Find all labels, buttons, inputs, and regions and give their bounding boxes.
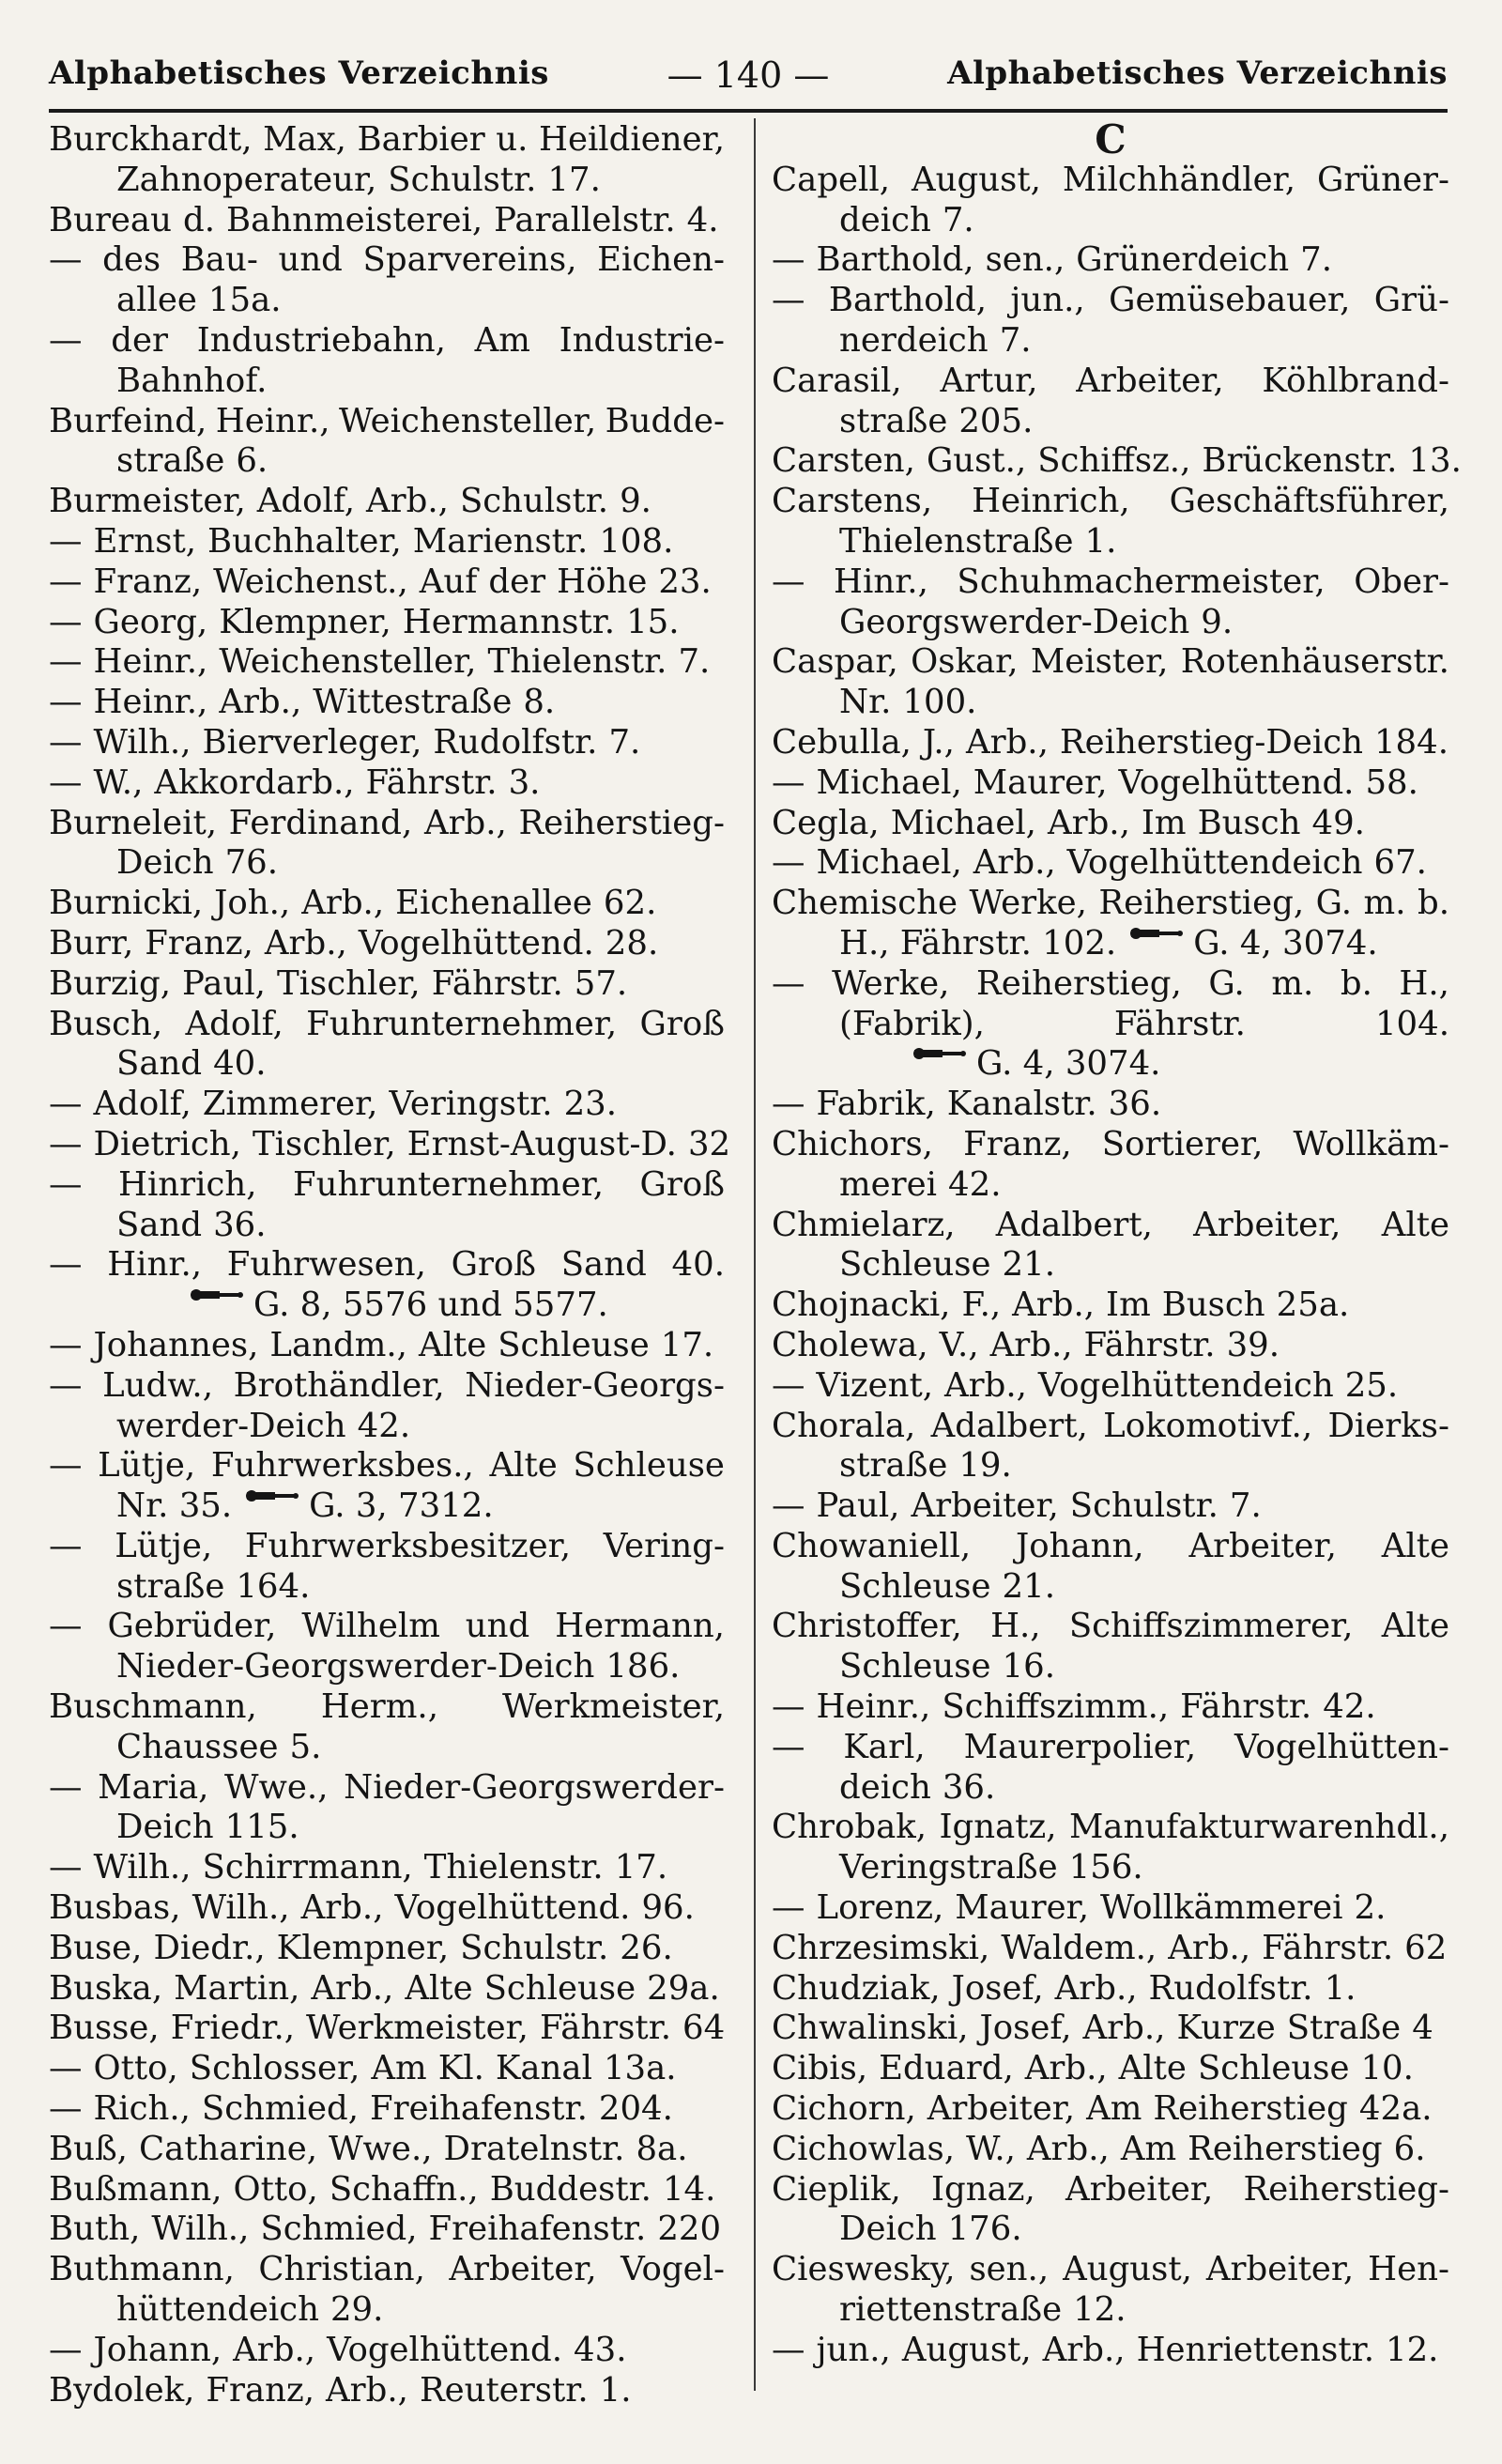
entry-line: Burmeister, Adolf, Arb., Schulstr. 9. (49, 482, 651, 521)
directory-entry (49, 2170, 725, 2210)
entry-line: Bußmann, Otto, Schaffn., Buddestr. 14. (49, 2169, 716, 2209)
directory-entry (772, 1527, 1449, 1608)
directory-entry (772, 763, 1449, 804)
entry-line: — Johannes, Landm., Alte Schleuse 17. (49, 1325, 714, 1364)
directory-entry (772, 964, 1449, 1085)
entry-line: — Michael, Arb., Vogelhüttendeich 67. (772, 843, 1427, 883)
directory-entry (49, 884, 725, 924)
directory-entry (49, 1326, 725, 1366)
entry-line: — Gebrüder, Wilhelm und Hermann, (49, 1607, 725, 1646)
entry-line: — jun., August, Arb., Henriettenstr. 12. (772, 2330, 1439, 2369)
entry-line: — Otto, Schlosser, Am Kl. Kanal 13a. (49, 2049, 677, 2088)
entry-line: — Heinr., Arb., Wittestraße 8. (49, 683, 556, 722)
entry-line: Chaussee 5. (116, 1727, 322, 1766)
entry-line: — Hinr., Schuhmachermeister, Ober- (772, 562, 1449, 601)
entry-line: — Georg, Klempner, Hermannstr. 15. (49, 602, 680, 641)
entry-line: Chojnacki, F., Arb., Im Busch 25a. (772, 1286, 1350, 1325)
entry-line: Cegla, Michael, Arb., Im Busch 49. (772, 803, 1365, 842)
entry-line: Cholewa, V., Arb., Fährstr. 39. (772, 1325, 1280, 1364)
entry-line: — Ludw., Brothändler, Nieder-Georgs- (49, 1365, 725, 1405)
entry-line: Sand 40. (116, 1044, 267, 1084)
entry-line: Carstens, Heinrich, Geschäftsführer, (772, 482, 1449, 521)
entry-line: Carasil, Artur, Arbeiter, Köhlbrand- (772, 361, 1449, 400)
directory-entry (772, 2170, 1449, 2251)
entry-line: hüttendeich 29. (116, 2290, 384, 2330)
entry-line: — Heinr., Schiffszimm., Fährstr. 42. (772, 1687, 1376, 1727)
directory-entry (49, 642, 725, 683)
telephone-icon (190, 1286, 244, 1304)
entry-line: Chemische Werke, Reiherstieg, G. m. b. (772, 884, 1449, 923)
entry-line: — Karl, Maurerpolier, Vogelhütten- (772, 1727, 1449, 1766)
directory-entry (772, 1728, 1449, 1809)
entry-line: merei 42. (839, 1164, 1002, 1204)
entry-line: — W., Akkordarb., Fährstr. 3. (49, 762, 541, 802)
directory-entry (49, 2331, 725, 2371)
entry-line: — der Industriebahn, Am Industrie- (49, 320, 725, 360)
entry-line: — Lorenz, Maurer, Wollkämmerei 2. (772, 1888, 1387, 1928)
entry-line: — Johann, Arb., Vogelhüttend. 43. (49, 2330, 627, 2369)
entry-line: Cichorn, Arbeiter, Am Reiherstieg 42a. (772, 2089, 1433, 2129)
directory-entry (49, 1527, 725, 1608)
directory-entry (49, 562, 725, 603)
entry-line: Burneleit, Ferdinand, Arb., Reiherstieg- (49, 803, 725, 842)
entry-line: — Paul, Arbeiter, Schulstr. 7. (772, 1486, 1262, 1526)
directory-entry (49, 201, 725, 241)
entry-line: — Werke, Reiherstieg, G. m. b. H., (772, 963, 1449, 1003)
entry-line: straße 6. (116, 441, 268, 481)
directory-entry (772, 1888, 1449, 1929)
directory-entry (49, 804, 725, 885)
directory-entry (772, 1366, 1449, 1407)
entry-line: Cieswesky, sen., August, Arbeiter, Hen- (772, 2250, 1449, 2289)
entry-line: — Heinr., Weichensteller, Thielenstr. 7. (49, 642, 711, 682)
entry-line: riettenstraße 12. (839, 2290, 1126, 2330)
entry-line: — Barthold, jun., Gemüsebauer, Grü- (772, 281, 1449, 320)
directory-entry (49, 1165, 725, 1246)
directory-entry (49, 1085, 725, 1125)
entry-line: Buska, Martin, Arb., Alte Schleuse 29a. (49, 1968, 720, 2008)
entry-line: Christoffer, H., Schiffszimmerer, Alte (772, 1607, 1449, 1646)
directory-entry (49, 522, 725, 562)
directory-entry (49, 1888, 725, 1929)
directory-entry (772, 441, 1462, 482)
entry-line: Burr, Franz, Arb., Vogelhüttend. 28. (49, 923, 659, 962)
directory-entry (49, 2009, 725, 2049)
entry-line: G. 8, 5576 und 5577. (49, 1286, 725, 1326)
header-right-title: Alphabetisches Verzeichnis (947, 54, 1448, 92)
entry-line: — Michael, Maurer, Vogelhüttend. 58. (772, 762, 1418, 802)
entry-line: — Fabrik, Kanalstr. 36. (772, 1085, 1162, 1124)
directory-entry (772, 240, 1449, 281)
directory-entry (49, 1969, 725, 2010)
directory-entry (772, 482, 1449, 562)
entry-line: Busch, Adolf, Fuhrunternehmer, Groß (49, 1004, 725, 1043)
entry-line: Buthmann, Christian, Arbeiter, Vogel- (49, 2250, 725, 2289)
entry-line: Chichors, Franz, Sortierer, Wollkäm- (772, 1124, 1449, 1163)
entry-line: Carsten, Gust., Schiffsz., Brückenstr. 13. (772, 441, 1462, 481)
entry-line: Chwalinski, Josef, Arb., Kurze Straße 4 (772, 2009, 1433, 2048)
entry-line: Chowaniell, Johann, Arbeiter, Alte (772, 1526, 1449, 1565)
entry-line: Burzig, Paul, Tischler, Fährstr. 57. (49, 963, 628, 1003)
directory-entry (772, 161, 1449, 241)
directory-entry (49, 1124, 731, 1165)
directory-entry (49, 1929, 725, 1969)
directory-entry (49, 723, 725, 763)
directory-entry (49, 240, 725, 321)
entry-line: allee 15a. (116, 281, 282, 320)
directory-entry (49, 321, 725, 402)
entry-line: straße 205. (839, 401, 1034, 440)
directory-entry (49, 2049, 725, 2089)
column-divider (754, 118, 756, 2391)
directory-entry (49, 603, 725, 643)
directory-entry (49, 1607, 725, 1687)
directory-entry (772, 2009, 1449, 2049)
entry-line: Cichowlas, W., Arb., Am Reiherstieg 6. (772, 2129, 1426, 2168)
entry-line: Busse, Friedr., Werkmeister, Fährstr. 64 (49, 2009, 726, 2048)
entry-line: straße 19. (839, 1446, 1012, 1486)
directory-entry (49, 1848, 725, 1888)
telephone-icon (912, 1044, 967, 1063)
entry-line: straße 164. (116, 1566, 311, 1606)
entry-line: Chudziak, Josef, Arb., Rudolfstr. 1. (772, 1968, 1356, 2008)
entry-line: Bureau d. Bahnmeisterei, Parallelstr. 4. (49, 200, 719, 239)
page-header (49, 54, 1448, 107)
directory-entry (772, 1286, 1449, 1326)
entry-line: Buschmann, Herm., Werkmeister, (49, 1687, 725, 1727)
entry-line: Bahnhof. (116, 361, 268, 400)
directory-entry (772, 1969, 1449, 2010)
entry-line: Deich 176. (839, 2210, 1022, 2249)
directory-entry (772, 1607, 1449, 1687)
entry-line: Nr. 100. (839, 683, 977, 722)
directory-entry (772, 2130, 1449, 2170)
directory-entry (772, 2250, 1449, 2331)
entry-line: Burckhardt, Max, Barbier u. Heildiener, (49, 120, 725, 159)
directory-entry (772, 2331, 1449, 2371)
directory-entry (772, 804, 1449, 844)
entry-line: Caspar, Oskar, Meister, Rotenhäuserstr. (772, 642, 1449, 682)
entry-line: — des Bau- und Sparvereins, Eichen- (49, 240, 725, 280)
directory-entry (49, 1768, 725, 1849)
directory-entry (49, 1366, 725, 1447)
entry-line: Schleuse 16. (839, 1647, 1055, 1686)
directory-entry (49, 402, 725, 483)
directory-entry (49, 964, 725, 1005)
entry-line: werder-Deich 42. (116, 1406, 411, 1445)
section-letter: C (1095, 116, 1126, 162)
entry-line: — Franz, Weichenst., Auf der Höhe 23. (49, 562, 712, 601)
directory-entry (772, 1486, 1449, 1527)
entry-line: deich 36. (839, 1767, 996, 1807)
entry-line: Nr. 35. G. 3, 7312. (116, 1486, 494, 1526)
directory-entry (772, 1407, 1449, 1487)
entry-line: Zahnoperateur, Schulstr. 17. (116, 160, 601, 199)
entry-line: nerdeich 7. (839, 320, 1032, 360)
directory-entry (49, 2371, 725, 2411)
directory-entry (49, 2130, 725, 2170)
entry-line: Buß, Catharine, Wwe., Dratelnstr. 8a. (49, 2129, 688, 2168)
entry-line: Chorala, Adalbert, Lokomotivf., Dierks- (772, 1406, 1449, 1445)
directory-entry (49, 924, 725, 964)
entry-line: Cibis, Eduard, Arb., Alte Schleuse 10. (772, 2049, 1414, 2088)
directory-entry (772, 723, 1449, 763)
entry-line: — Adolf, Zimmerer, Veringstr. 23. (49, 1085, 618, 1124)
directory-entry (49, 1687, 725, 1768)
entry-line: Deich 76. (116, 843, 279, 883)
directory-entry (772, 1206, 1449, 1286)
entry-line: Nieder-Georgswerder-Deich 186. (116, 1647, 681, 1686)
page-number: — 140 — (667, 54, 830, 96)
entry-line: Chmielarz, Adalbert, Arbeiter, Alte (772, 1205, 1449, 1244)
entry-line: Buth, Wilh., Schmied, Freihafenstr. 220 (49, 2210, 722, 2249)
entry-line: — Ernst, Buchhalter, Marienstr. 108. (49, 521, 674, 561)
directory-entry (772, 1808, 1449, 1888)
entry-line: Chrzesimski, Waldem., Arb., Fährstr. 62 (772, 1928, 1448, 1967)
right-column (772, 116, 1462, 2371)
entry-line: Busbas, Wilh., Arb., Vogelhüttend. 96. (49, 1888, 695, 1928)
directory-entry (49, 683, 725, 723)
directory-entry (772, 1085, 1449, 1125)
entry-line: — Lütje, Fuhrwerksbes., Alte Schleuse (49, 1446, 725, 1486)
entry-line: — Wilh., Schirrmann, Thielenstr. 17. (49, 1848, 668, 1887)
left-column (49, 120, 731, 2410)
entry-line: — Wilh., Bierverleger, Rudolfstr. 7. (49, 722, 641, 762)
entry-line: — Hinrich, Fuhrunternehmer, Groß (49, 1164, 725, 1204)
directory-entry (772, 2049, 1449, 2089)
telephone-icon (1129, 924, 1184, 943)
entry-line: Deich 115. (116, 1808, 299, 1847)
directory-entry (49, 763, 725, 804)
entry-line: Cieplik, Ignaz, Arbeiter, Reiherstieg- (772, 2169, 1449, 2209)
entry-line: — Hinr., Fuhrwesen, Groß Sand 40. (49, 1245, 725, 1285)
directory-entry (49, 120, 725, 201)
entry-line: — Maria, Wwe., Nieder-Georgswerder- (49, 1767, 725, 1807)
directory-entry (49, 1446, 725, 1527)
entry-line: deich 7. (839, 200, 974, 239)
directory-entry (772, 1125, 1449, 1206)
header-rule (49, 109, 1448, 113)
entry-line: Schleuse 21. (839, 1566, 1055, 1606)
directory-entry (49, 482, 725, 522)
entry-line: — Barthold, sen., Grünerdeich 7. (772, 240, 1333, 280)
entry-line: Thielenstraße 1. (839, 521, 1117, 561)
entry-line: — Dietrich, Tischler, Ernst-August-D. 32 (49, 1124, 731, 1163)
directory-entry (49, 1245, 725, 1326)
directory-entry (772, 1929, 1449, 1969)
entry-line: Capell, August, Milchhändler, Grüner- (772, 160, 1449, 199)
entry-line: G. 4, 3074. (772, 1044, 1449, 1085)
entry-line: Bydolek, Franz, Arb., Reuterstr. 1. (49, 2370, 632, 2410)
entry-line: Schleuse 21. (839, 1245, 1055, 1285)
directory-entry (772, 1326, 1449, 1366)
entry-line: H., Fährstr. 102. G. 4, 3074. (839, 923, 1378, 962)
entry-line: Burnicki, Joh., Arb., Eichenallee 62. (49, 884, 657, 923)
directory-entry (49, 1005, 725, 1086)
directory-entry (772, 562, 1449, 643)
entry-line: Cebulla, J., Arb., Reiherstieg-Deich 184. (772, 722, 1448, 762)
entry-line: Buse, Diedr., Klempner, Schulstr. 26. (49, 1928, 673, 1967)
directory-entry (49, 2210, 725, 2250)
directory-entry (49, 2089, 725, 2130)
entry-line: Georgswerder-Deich 9. (839, 602, 1234, 641)
header-left-title: Alphabetisches Verzeichnis (49, 54, 549, 92)
directory-entry (772, 281, 1449, 362)
directory-entry (772, 2089, 1449, 2130)
directory-entry (772, 884, 1449, 964)
entry-line: Burfeind, Heinr., Weichensteller, Budde- (49, 401, 725, 440)
directory-entry (772, 1687, 1449, 1728)
directory-entry (772, 642, 1449, 723)
entry-line: — Vizent, Arb., Vogelhüttendeich 25. (772, 1365, 1399, 1405)
directory-entry (772, 843, 1449, 884)
entry-line: Sand 36. (116, 1205, 267, 1244)
entry-line: Chrobak, Ignatz, Manufakturwarenhdl., (772, 1808, 1449, 1847)
entry-line: — Lütje, Fuhrwerksbesitzer, Vering- (49, 1526, 725, 1565)
directory-entry (772, 362, 1449, 442)
entry-line: — Rich., Schmied, Freihafenstr. 204. (49, 2089, 673, 2129)
entry-line: (Fabrik), Fährstr. 104. (839, 1004, 1449, 1043)
entry-line: Veringstraße 156. (839, 1848, 1143, 1887)
directory-entry (49, 2250, 725, 2331)
telephone-icon (245, 1486, 299, 1505)
